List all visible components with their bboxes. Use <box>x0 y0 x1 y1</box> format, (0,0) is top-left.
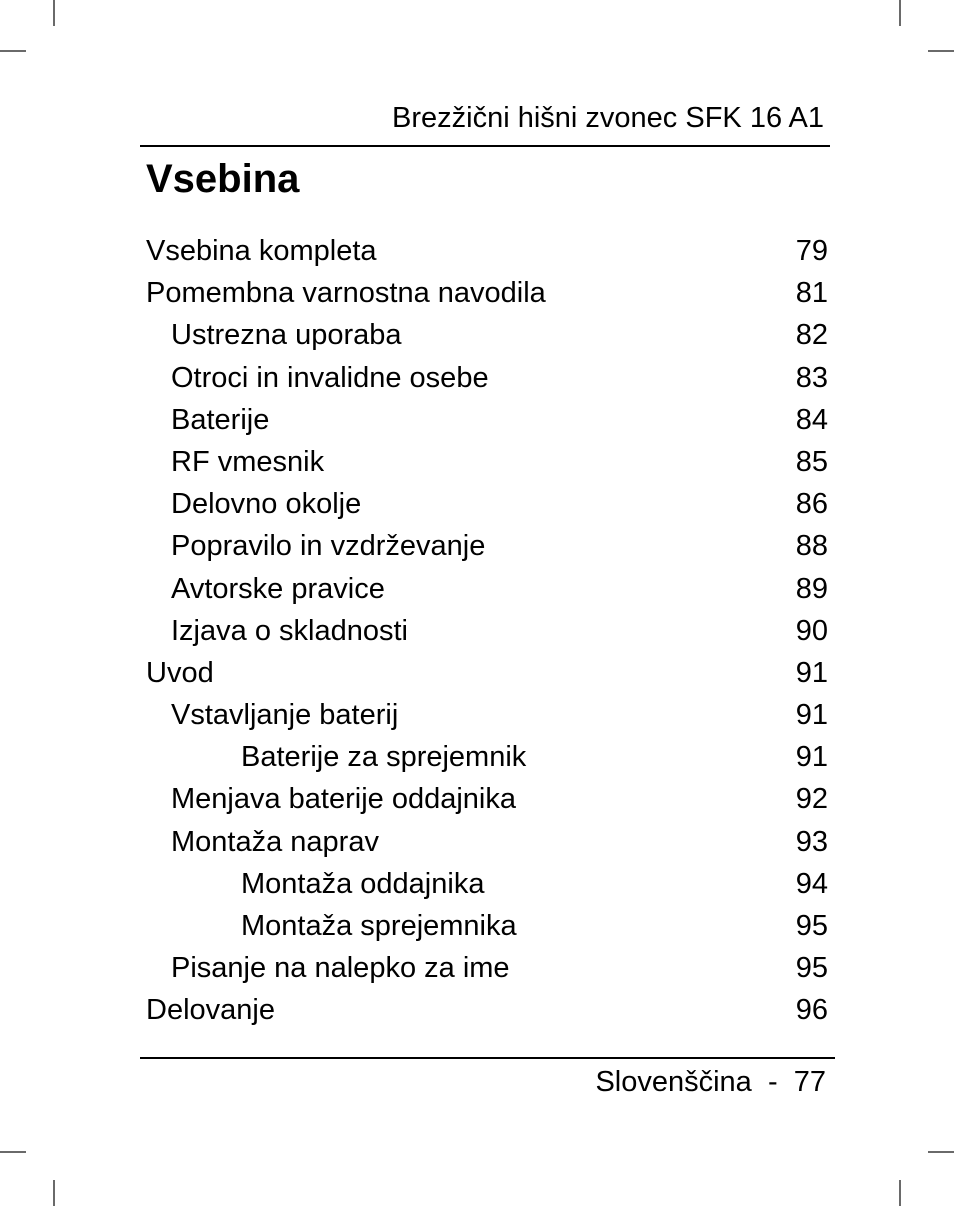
toc-entry-label: Delovno okolje <box>171 488 362 521</box>
crop-mark <box>53 0 55 26</box>
toc-entry-page: 91 <box>795 699 828 732</box>
toc-entry-page: 95 <box>795 952 828 985</box>
toc-entry <box>146 483 828 525</box>
crop-mark <box>899 1180 901 1206</box>
crop-mark <box>0 1151 26 1153</box>
toc-entry-label: Vsebina kompleta <box>146 235 377 267</box>
toc-entry <box>146 989 828 1031</box>
toc-entry-label: Menjava baterije oddajnika <box>171 783 516 816</box>
toc-entry-page: 95 <box>795 910 828 942</box>
toc-entry-label: Ustrezna uporaba <box>171 319 402 352</box>
toc-entry-page: 90 <box>795 614 828 647</box>
toc-entry-page: 91 <box>795 656 828 689</box>
toc-entry <box>146 314 828 356</box>
footer-separator: - <box>767 1066 778 1098</box>
toc-entry <box>146 357 828 399</box>
toc-entry-page: 82 <box>795 319 828 352</box>
page-number: 77 <box>793 1066 826 1098</box>
toc-entry <box>146 568 828 610</box>
toc-entry-label: Delovanje <box>146 994 275 1027</box>
toc-entry <box>146 694 828 736</box>
toc-entry-label: RF vmesnik <box>171 445 325 478</box>
toc-entry <box>146 441 828 483</box>
toc-entry-page: 89 <box>795 572 828 605</box>
toc-entry-label: Baterije za sprejemnik <box>241 741 527 774</box>
crop-mark <box>928 50 954 52</box>
toc-entry-page: 86 <box>795 488 828 521</box>
crop-mark <box>53 1180 55 1206</box>
toc-entry-label: Izjava o skladnosti <box>171 614 408 647</box>
toc-entry <box>146 610 828 652</box>
toc-entry-label: Avtorske pravice <box>171 572 385 605</box>
crop-mark <box>0 50 26 52</box>
toc-entry-label: Montaža naprav <box>171 825 379 858</box>
toc-entry-label: Pisanje na nalepko za ime <box>171 952 510 985</box>
toc-entry <box>146 230 828 272</box>
toc-entry-page: 88 <box>795 530 828 563</box>
toc-entry-label: Baterije <box>171 403 270 436</box>
toc-entry <box>146 778 828 820</box>
toc-entry-label: Montaža oddajnika <box>241 867 485 900</box>
toc-entry <box>146 821 828 863</box>
toc-entry <box>146 525 828 567</box>
toc-entry-label: Pomembna varnostna navodila <box>146 277 546 310</box>
toc-entry-label: Vstavljanje baterij <box>171 699 399 732</box>
table-of-contents <box>146 230 828 1032</box>
header-rule <box>140 145 830 147</box>
toc-entry-page: 96 <box>795 994 828 1027</box>
toc-entry <box>146 399 828 441</box>
toc-entry <box>146 272 828 314</box>
toc-entry-label: Uvod <box>146 656 214 689</box>
toc-entry-label: Montaža sprejemnika <box>241 910 517 942</box>
toc-entry-label: Popravilo in vzdrževanje <box>171 530 486 563</box>
toc-entry-page: 83 <box>795 361 828 394</box>
toc-entry-page: 84 <box>795 403 828 436</box>
footer-language: Slovenščina <box>595 1066 752 1098</box>
toc-entry-page: 91 <box>795 741 828 774</box>
crop-mark <box>899 0 901 26</box>
toc-entry-page: 94 <box>795 867 828 900</box>
toc-entry <box>146 863 828 905</box>
crop-mark <box>928 1151 954 1153</box>
toc-entry <box>146 652 828 694</box>
toc-entry-page: 93 <box>795 825 828 858</box>
toc-entry-page: 79 <box>795 235 828 267</box>
toc-entry <box>146 947 828 989</box>
page-title: Vsebina <box>146 157 300 201</box>
page-footer <box>595 1062 826 1102</box>
running-header: Brezžični hišni zvonec SFK 16 A1 <box>392 102 824 134</box>
toc-entry-page: 92 <box>795 783 828 816</box>
toc-entry <box>146 736 828 778</box>
toc-entry-page: 81 <box>795 277 828 310</box>
toc-entry-label: Otroci in invalidne osebe <box>171 361 489 394</box>
toc-entry <box>146 905 828 947</box>
footer-rule <box>140 1057 835 1059</box>
toc-entry-page: 85 <box>795 445 828 478</box>
